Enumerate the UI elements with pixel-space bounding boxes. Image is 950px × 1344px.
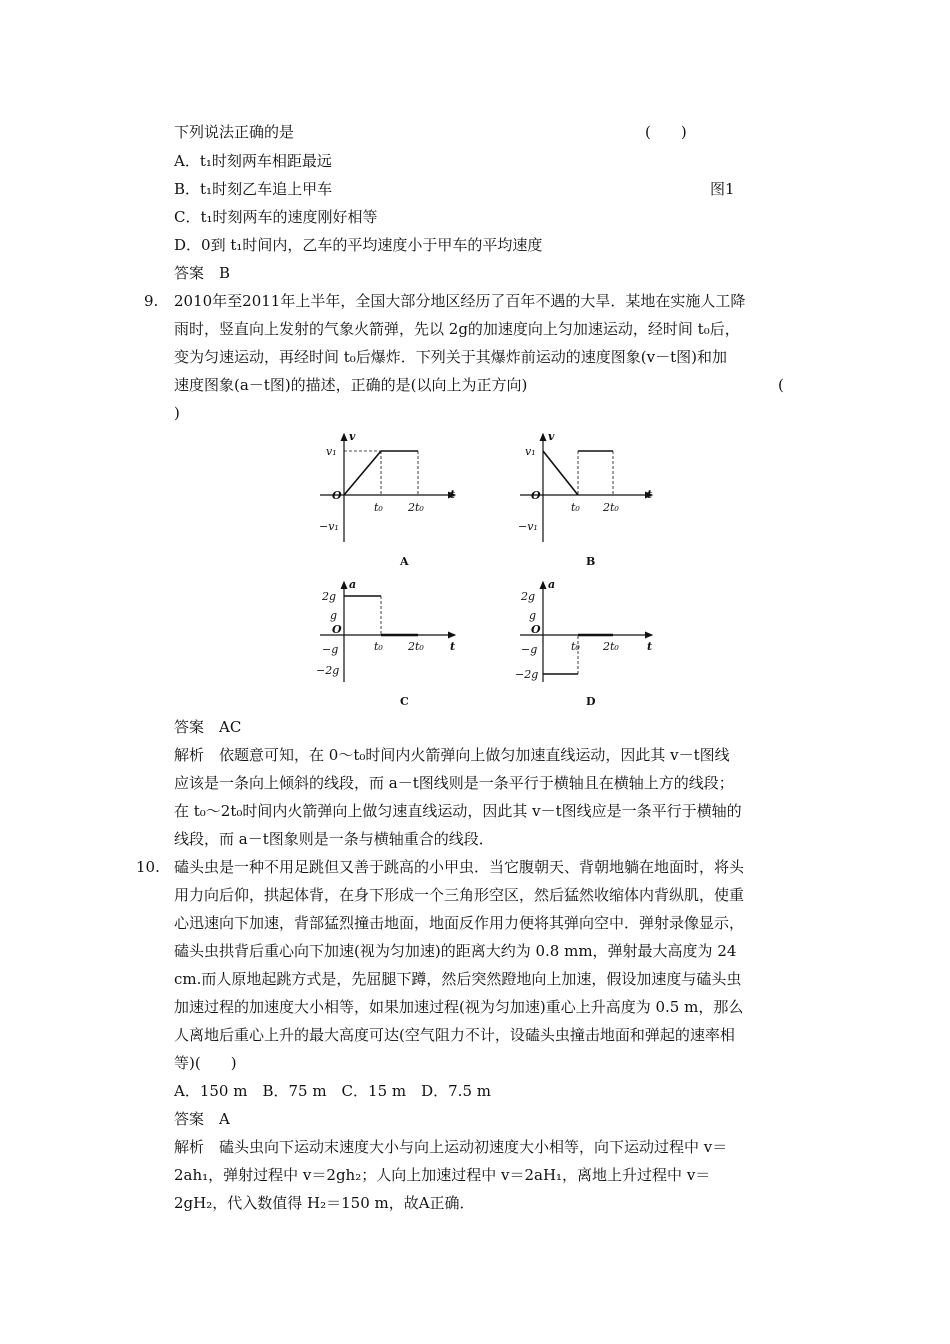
graph-b-caption: B <box>586 555 596 568</box>
q9-paren-close: ) <box>174 404 180 422</box>
q10-answer: 答案 A <box>174 1110 230 1128</box>
graph-c-x-label: t <box>450 640 456 653</box>
graph-a-neg-v1-label: −v₁ <box>319 520 339 533</box>
q10-analysis-3: 2gH₂，代入数值得 H₂＝150 m，故A正确． <box>174 1194 475 1212</box>
q9-analysis-4: 线段，而 a－t图象则是一条与横轴重合的线段． <box>174 830 494 848</box>
q8-option-b: B．t₁时刻乙车追上甲车 <box>174 180 333 198</box>
graph-c-2g-label: 2g <box>322 590 337 603</box>
graph-a-t0-label: t₀ <box>374 501 383 514</box>
graph-d-2g-label: 2g <box>521 590 536 603</box>
q10-line-4: 磕头虫拱背后重心向下加速(视为匀加速)的距离大约为 0.8 mm，弹射最大高度为 24 <box>174 942 737 960</box>
q10-line-1: 磕头虫是一种不用足跳但又善于跳高的小甲虫．当它腹朝天、背朝地躺在地面时，将头 <box>174 858 745 876</box>
q8-option-c: C．t₁时刻两车的速度刚好相等 <box>174 208 378 226</box>
q9-line-4: 速度图象(a－t图)的描述，正确的是(以向上为正方向) <box>174 376 528 394</box>
graph-c-neg-2g-label: −2g <box>316 664 340 677</box>
q10-line-7: 人离地后重心上升的最大高度可达(空气阻力不计，设磕头虫撞击地面和弹起的速率相 <box>174 1026 735 1044</box>
graph-c-t0-label: t₀ <box>374 640 383 653</box>
q10-line-6: 加速过程的加速度大小相等，如果加速过程(视为匀加速)重心上升高度为 0.5 m，那么 <box>174 998 744 1016</box>
graph-d-g-label: g <box>529 609 537 622</box>
graph-c <box>316 578 455 708</box>
graph-b-y-label: v <box>548 430 555 443</box>
graph-d-caption: D <box>586 695 596 708</box>
graph-b-neg-v1-label: −v₁ <box>518 520 538 533</box>
graph-a <box>319 430 455 568</box>
graph-c-2t0-label: 2t₀ <box>408 640 424 653</box>
q9-analysis-2: 应该是一条向上倾斜的线段，而 a－t图线则是一条平行于横轴且在横轴上方的线段； <box>174 774 734 792</box>
graph-a-x-label: t <box>450 488 456 501</box>
graph-a-2t0-label: 2t₀ <box>408 501 424 514</box>
graph-d-origin: O <box>531 623 541 636</box>
q10-line-8: 等)( ) <box>174 1054 237 1072</box>
q9-analysis-3: 在 t₀～2t₀时间内火箭弹向上做匀速直线运动，因此其 v－t图线应是一条平行于横轴的 <box>174 802 742 820</box>
graph-b-2t0-label: 2t₀ <box>603 501 619 514</box>
graph-c-origin: O <box>332 623 342 636</box>
graph-d-t0-label: t₀ <box>571 640 580 653</box>
graph-b-x-label: t <box>647 488 653 501</box>
graph-a-accel-segment <box>344 451 381 495</box>
graph-b-decel-segment <box>543 451 578 495</box>
q10-options: A．150 m B．75 m C．15 m D．7.5 m <box>174 1082 491 1100</box>
q10-analysis-1: 解析 磕头虫向下运动末速度大小与向上运动初速度大小相等，向下运动过程中 v＝ <box>174 1138 728 1156</box>
graph-d-y-label: a <box>548 578 556 591</box>
graph-d-neg-g-label: −g <box>521 643 538 656</box>
q8-stem: 下列说法正确的是 <box>174 123 295 141</box>
q10-line-2: 用力向后仰，拱起体背，在身下形成一个三角形空区，然后猛然收缩体内背纵肌，使重 <box>174 886 745 904</box>
graph-c-y-label: a <box>349 578 357 591</box>
graph-d-x-label: t <box>647 640 653 653</box>
q10-line-5: cm.而人原地起跳方式是，先屈腿下蹲，然后突然蹬地向上加速，假设加速度与磕头虫 <box>174 970 742 988</box>
graph-d <box>515 578 652 708</box>
q9-line-2: 雨时，竖直向上发射的气象火箭弹，先以 2g的加速度向上匀加速运动，经时间 t₀后， <box>174 320 740 338</box>
graph-c-g-label: g <box>330 609 338 622</box>
q8-option-a: A．t₁时刻两车相距最远 <box>174 152 332 170</box>
q9-line-1: 2010年至2011年上半年，全国大部分地区经历了百年不遇的大旱．某地在实施人工降 <box>174 292 746 310</box>
graph-d-neg-2g-label: −2g <box>515 668 539 681</box>
q9-number: 9. <box>144 292 159 310</box>
graph-a-caption: A <box>400 555 409 568</box>
q9-answer: 答案 AC <box>174 718 242 736</box>
q8-figure-label: 图1 <box>710 180 735 198</box>
q9-graphs <box>0 420 950 720</box>
q9-paren-open: ( <box>778 376 784 394</box>
graph-c-neg-g-label: −g <box>322 643 339 656</box>
q8-answer: 答案 B <box>174 264 231 282</box>
graph-b-origin: O <box>531 489 541 502</box>
q10-number: 10. <box>136 858 160 876</box>
q9-line-3: 变为匀速运动，再经时间 t₀后爆炸．下列关于其爆炸前运动的速度图象(v－t图)和加 <box>174 348 728 366</box>
graph-b-v1-label: v₁ <box>525 445 536 458</box>
graph-a-v1-label: v₁ <box>326 445 337 458</box>
q9-analysis-1: 解析 依题意可知，在 0～t₀时间内火箭弹向上做匀加速直线运动，因此其 v－t图线 <box>174 746 730 764</box>
graph-d-2t0-label: 2t₀ <box>603 640 619 653</box>
graph-c-caption: C <box>400 695 409 708</box>
graph-b <box>518 430 652 568</box>
graph-a-origin: O <box>332 489 342 502</box>
q10-analysis-2: 2ah₁，弹射过程中 v＝2gh₂；人向上加速过程中 v＝2aH₁，离地上升过程中 v＝ <box>174 1166 711 1184</box>
q10-line-3: 心迅速向下加速，背部猛烈撞击地面，地面反作用力便将其弹向空中．弹射录像显示， <box>174 914 745 932</box>
q8-answer-paren: ( ) <box>645 123 687 141</box>
graph-b-t0-label: t₀ <box>571 501 580 514</box>
graph-a-y-label: v <box>349 430 356 443</box>
q8-option-d: D．0到 t₁时间内，乙车的平均速度小于甲车的平均速度 <box>174 236 543 254</box>
